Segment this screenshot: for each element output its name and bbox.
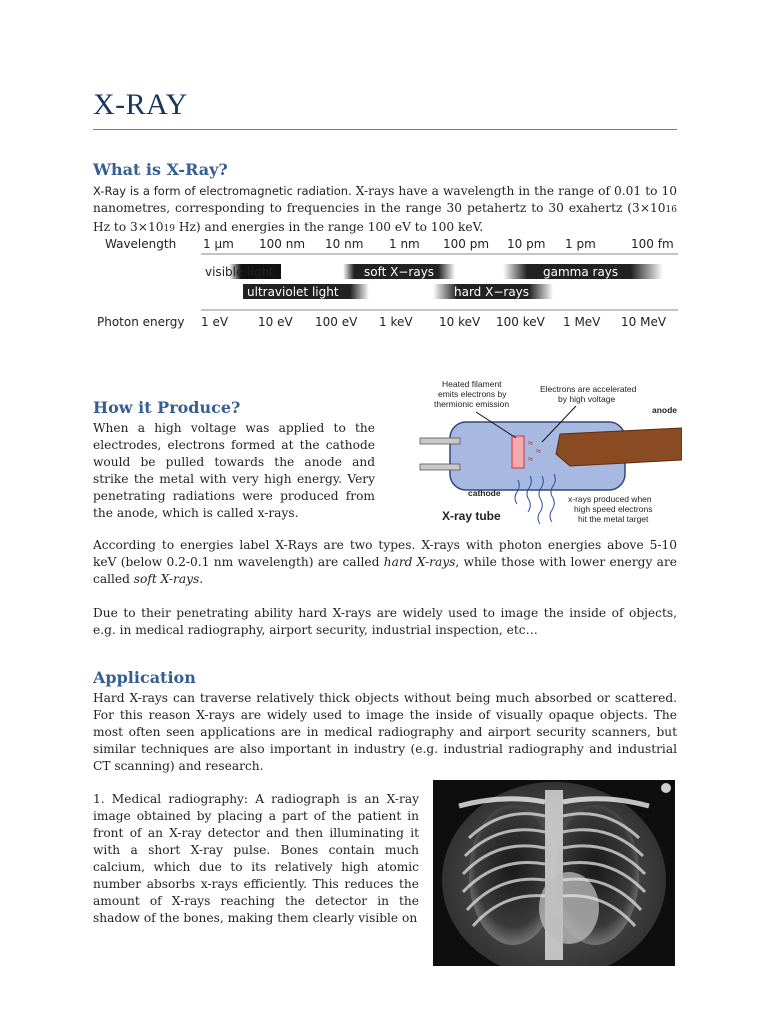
heading-how-it-produce: How it Produce? — [93, 398, 241, 417]
energy-tick: 1 MeV — [563, 315, 601, 329]
wavelength-tick: 100 nm — [259, 237, 306, 251]
heading-what-is-xray: What is X-Ray? — [93, 160, 228, 179]
energy-tick: 100 eV — [315, 315, 358, 329]
wavelength-ticks — [203, 237, 674, 251]
medical-radiography-paragraph: 1. Medical radiography: A radiograph is an X-ray image obtained by placing a part of the patient in front of an X-ray detector and then illuminating it with a short X-ray pulse. Bones contain much calcium, which due to its relatively high atomic number absorbs x-rays efficiently. This reduces the amount of X-rays reaching the detector in the shadow of the bones, making them clearly visible on — [93, 792, 419, 925]
svg-text:≈: ≈ — [536, 446, 541, 456]
cathode-filament — [512, 436, 524, 468]
energy-tick: 100 keV — [496, 315, 545, 329]
energy-tick: 1 keV — [379, 315, 413, 329]
energy-tick: 10 eV — [258, 315, 293, 329]
accel-label: Electrons are accelerated by high voltage — [540, 384, 637, 404]
wavelength-tick: 10 pm — [507, 237, 546, 251]
energy-tick: 10 keV — [439, 315, 481, 329]
band-hard-label: hard X−rays — [454, 285, 530, 299]
application-paragraph: Hard X-rays can traverse relatively thick objects without being much absorbed or scattered. For this reason X-rays are widely used to image the inside of visually opaque objects. The most often seen applications are in medical radiography and airport security scanners, but similar techniques are also important in industry (e.g. industrial radiography and industrial CT scanning) and research. — [93, 691, 677, 773]
xray-tube-diagram — [412, 376, 682, 536]
band-ultraviolet-label: ultraviolet light — [247, 285, 339, 299]
wavelength-tick: 1 μm — [203, 237, 234, 251]
heart-shadow — [539, 872, 599, 944]
wavelength-tick: 10 nm — [325, 237, 364, 251]
anode-target — [556, 428, 682, 466]
em-spectrum-figure — [93, 234, 683, 334]
heading-application: Application — [93, 668, 196, 687]
filament-label: Heated filament emits electrons by thermionic emission — [434, 379, 510, 409]
svg-text:≈: ≈ — [528, 438, 533, 448]
band-gamma-label: gamma rays — [543, 265, 619, 279]
what-is-xray-paragraph: X-Ray is a form of electromagnetic radiation. X-rays have a wavelength in the range of 0.01 to 10 nanometres, corresponding to frequencies in the range 30 petahertz to 30 exahertz (3×1016 Hz to 3×1019 Hz) and energies in the range 100 eV to 100 keV. — [93, 184, 677, 234]
energy-tick: 1 eV — [201, 315, 229, 329]
wavelength-tick: 100 pm — [443, 237, 490, 251]
xray-types-paragraph: According to energies label X-Rays are two types. X-rays with photon energies above 5-10 keV (below 0.2-0.1 nm wavelength) are called hard X-rays, while those with lower energy are called soft X-rays. — [93, 538, 677, 586]
tube-title: X-ray tube — [442, 509, 501, 523]
penetrating-paragraph: Due to their penetrating ability hard X-rays are widely used to image the inside of objects, e.g. in medical radiography, airport security, industrial inspection, etc… — [93, 606, 677, 637]
band-visible-label: visible light — [205, 265, 274, 279]
wavelength-tick: 1 pm — [565, 237, 596, 251]
chest-xray-image — [433, 780, 675, 966]
page-title: X-RAY — [93, 88, 188, 121]
cathode-label: cathode — [468, 488, 501, 498]
svg-text:≈: ≈ — [528, 454, 533, 464]
marker-badge — [661, 783, 671, 793]
wavelength-tick: 100 fm — [631, 237, 674, 251]
production-paragraph: When a high voltage was applied to the electrodes, electrons formed at the cathode would be pulled towards the anode and strike the metal with very high energy. Very penetrating radiations were produced from the anode, which is called x-rays. — [93, 421, 375, 520]
wavelength-axis-label: Wavelength — [105, 237, 177, 251]
energy-ticks — [201, 315, 667, 329]
lead-sentence: X-Ray is a form of electromagnetic radiation. — [93, 184, 352, 198]
band-soft-label: soft X−rays — [364, 265, 435, 279]
anode-label: anode — [652, 405, 678, 415]
title-divider — [93, 129, 677, 130]
energy-axis-label: Photon energy — [97, 315, 185, 329]
xrays-label: x-rays produced when high speed electrons hit the metal target — [568, 494, 653, 524]
wavelength-tick: 1 nm — [389, 237, 420, 251]
energy-tick: 10 MeV — [621, 315, 667, 329]
